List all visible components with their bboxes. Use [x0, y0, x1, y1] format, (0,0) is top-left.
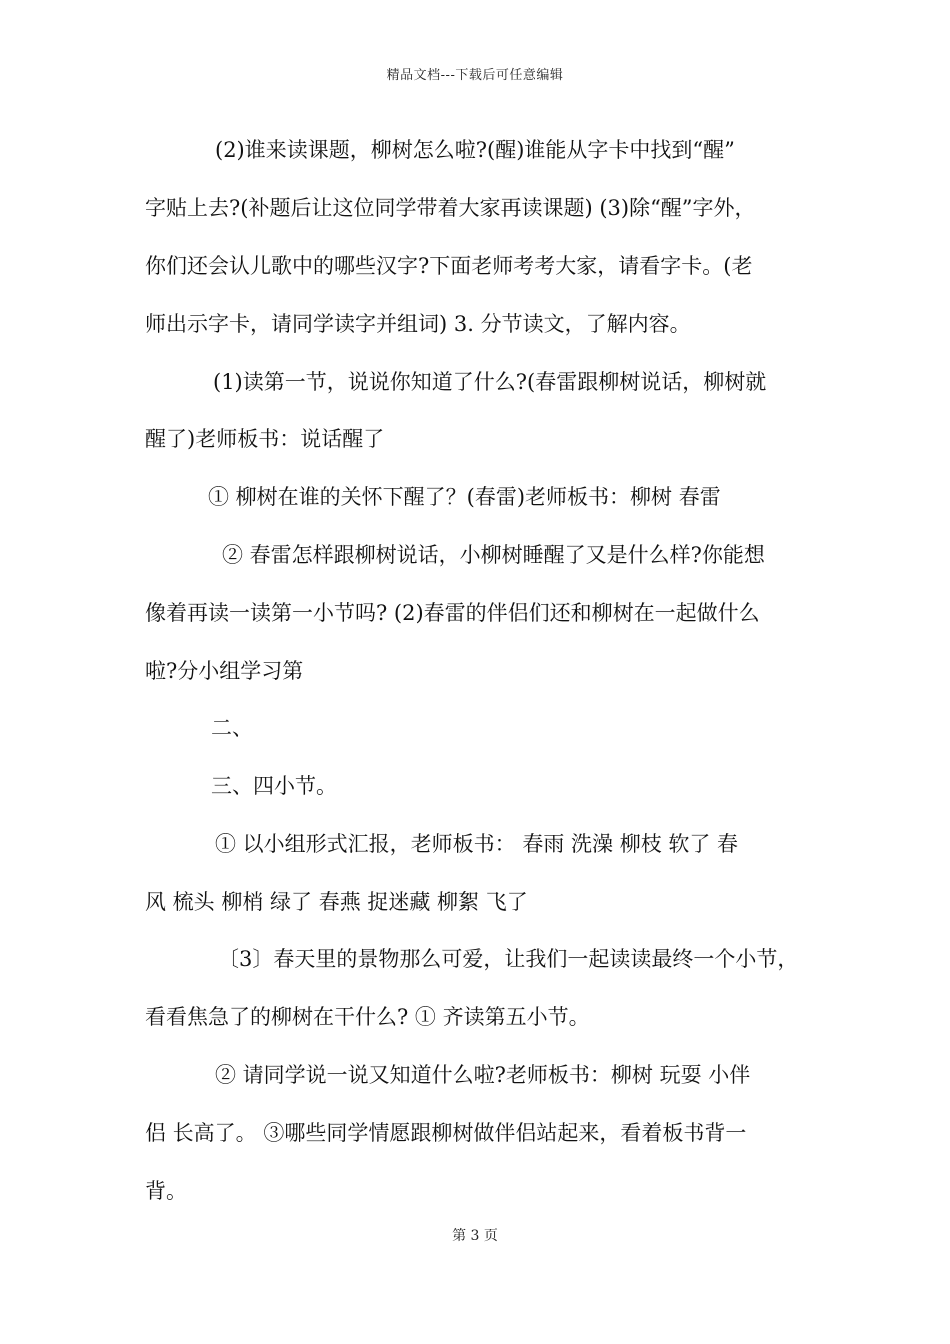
text-line: 二、 [211, 716, 253, 740]
text-line: 背。 [145, 1179, 187, 1203]
text-line: 侣 长高了。 ③哪些同学情愿跟柳树做伴侣站起来，看着板书背一 [145, 1121, 747, 1145]
text-line: ② 春雷怎样跟柳树说话，小柳树睡醒了又是什么样?你能想 [222, 543, 765, 567]
text-line: (2)谁来读课题，柳树怎么啦?(醒)谁能从字卡中找到“醒” [215, 138, 735, 162]
text-line: 风 梳头 柳梢 绿了 春燕 捉迷藏 柳絮 飞了 [145, 890, 528, 914]
page-number: 第 3 页 [452, 1228, 498, 1244]
text-line: 看看焦急了的柳树在干什么? ① 齐读第五小节。 [145, 1005, 590, 1029]
text-line: (1)读第一节，说说你知道了什么?(春雷跟柳树说话，柳树就 [213, 370, 767, 394]
text-line: 醒了)老师板书：说话醒了 [145, 427, 385, 451]
page-header: 精品文档---下载后可任意编辑 [386, 68, 564, 83]
text-line: 〔3〕春天里的景物那么可爱，让我们一起读读最终一个小节， [218, 947, 799, 971]
text-line: 字贴上去?(补题后让这位同学带着大家再读课题) (3)除“醒”字外， [145, 196, 756, 220]
text-line: ① 柳树在谁的关怀下醒了？(春雷)老师板书：柳树 春雷 [208, 485, 721, 509]
text-line: ① 以小组形式汇报，老师板书： 春雨 洗澡 柳枝 软了 春 [215, 832, 739, 856]
text-line: ② 请同学说一说又知道什么啦?老师板书：柳树 玩耍 小伴 [215, 1063, 751, 1087]
text-line: 三、四小节。 [211, 774, 337, 798]
text-line: 像着再读一读第一小节吗? (2)春雷的伴侣们还和柳树在一起做什么 [145, 601, 760, 625]
text-line: 你们还会认儿歌中的哪些汉字?下面老师考考大家，请看字卡。(老 [145, 254, 753, 278]
text-line: 师出示字卡，请同学读字并组词) 3. 分节读文，了解内容。 [145, 312, 691, 336]
text-line: 啦?分小组学习第 [145, 659, 304, 683]
